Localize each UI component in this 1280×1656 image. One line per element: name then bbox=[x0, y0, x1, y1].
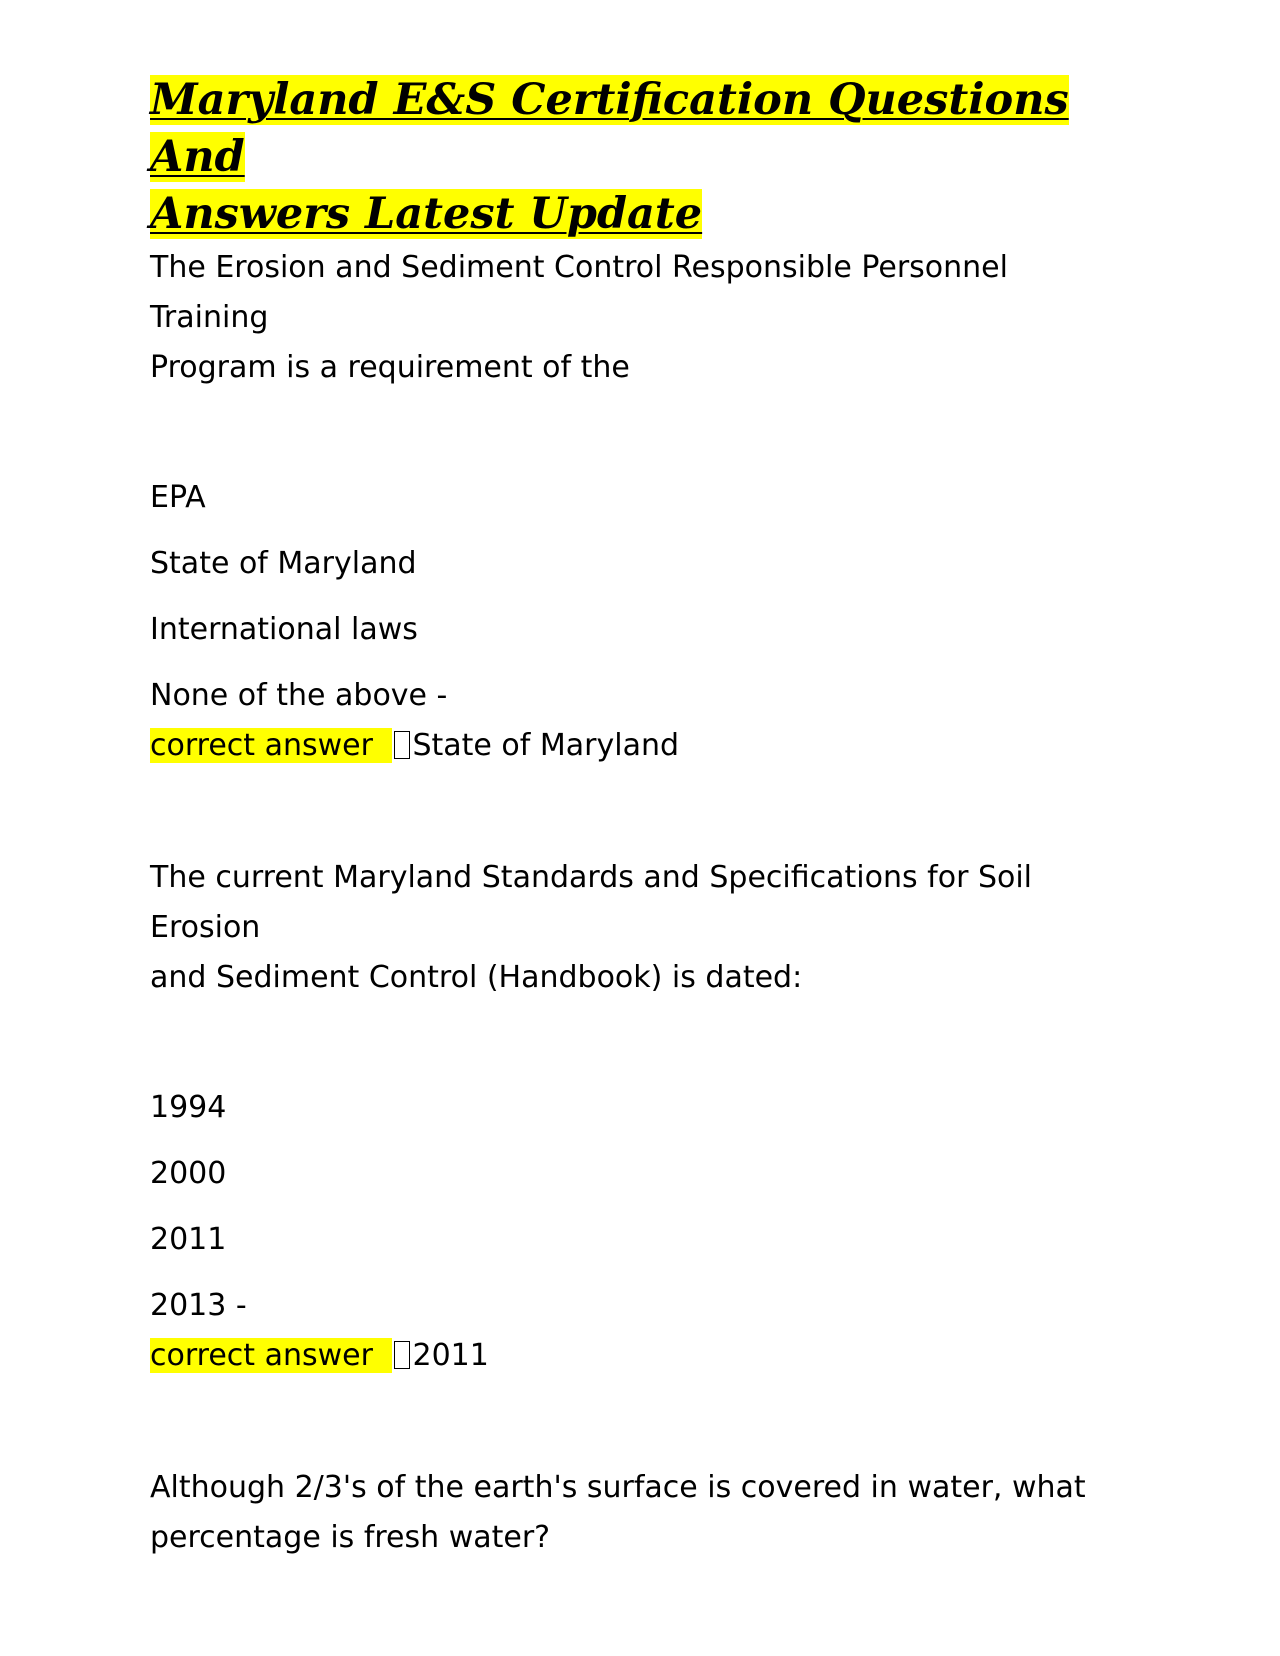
options-list bbox=[150, 1083, 1130, 1331]
question-line: The current Maryland Standards and Specifications for Soil Erosion bbox=[150, 860, 1033, 945]
option-item: International laws bbox=[150, 612, 418, 647]
question-block-3 bbox=[150, 1463, 1130, 1563]
option-item: State of Maryland bbox=[150, 546, 417, 581]
options-list bbox=[150, 473, 1130, 721]
missing-glyph-icon bbox=[394, 1341, 410, 1369]
answer-label: correct answer bbox=[150, 1338, 392, 1373]
option-item: EPA bbox=[150, 480, 206, 515]
option-item: 1994 bbox=[150, 1090, 227, 1125]
question-text bbox=[150, 853, 1130, 1003]
answer-label: correct answer bbox=[150, 728, 392, 763]
missing-glyph-icon bbox=[394, 731, 410, 759]
question-block-1 bbox=[150, 243, 1130, 771]
question-line: and Sediment Control (Handbook) is dated: bbox=[150, 960, 803, 995]
option-item: 2011 bbox=[150, 1222, 227, 1257]
answer-line bbox=[150, 721, 1130, 771]
question-block-2 bbox=[150, 853, 1130, 1381]
title-line-1: Maryland E&S Certification Questions And bbox=[150, 75, 1069, 182]
option-item: 2013 - bbox=[150, 1288, 247, 1323]
question-line: percentage is fresh water? bbox=[150, 1520, 551, 1555]
answer-value: 2011 bbox=[412, 1338, 489, 1373]
answer-line bbox=[150, 1331, 1130, 1381]
question-line: The Erosion and Sediment Control Responsible Personnel Training bbox=[150, 250, 1008, 335]
title-line-2: Answers Latest Update bbox=[150, 189, 703, 239]
option-item: 2000 bbox=[150, 1156, 227, 1191]
question-text bbox=[150, 1463, 1130, 1563]
question-text bbox=[150, 243, 1130, 393]
option-item: None of the above - bbox=[150, 678, 448, 713]
answer-value: State of Maryland bbox=[412, 728, 680, 763]
question-line: Although 2/3's of the earth's surface is covered in water, what bbox=[150, 1470, 1086, 1505]
document-title bbox=[150, 72, 1130, 243]
document-page bbox=[150, 72, 1130, 1563]
question-line: Program is a requirement of the bbox=[150, 350, 630, 385]
